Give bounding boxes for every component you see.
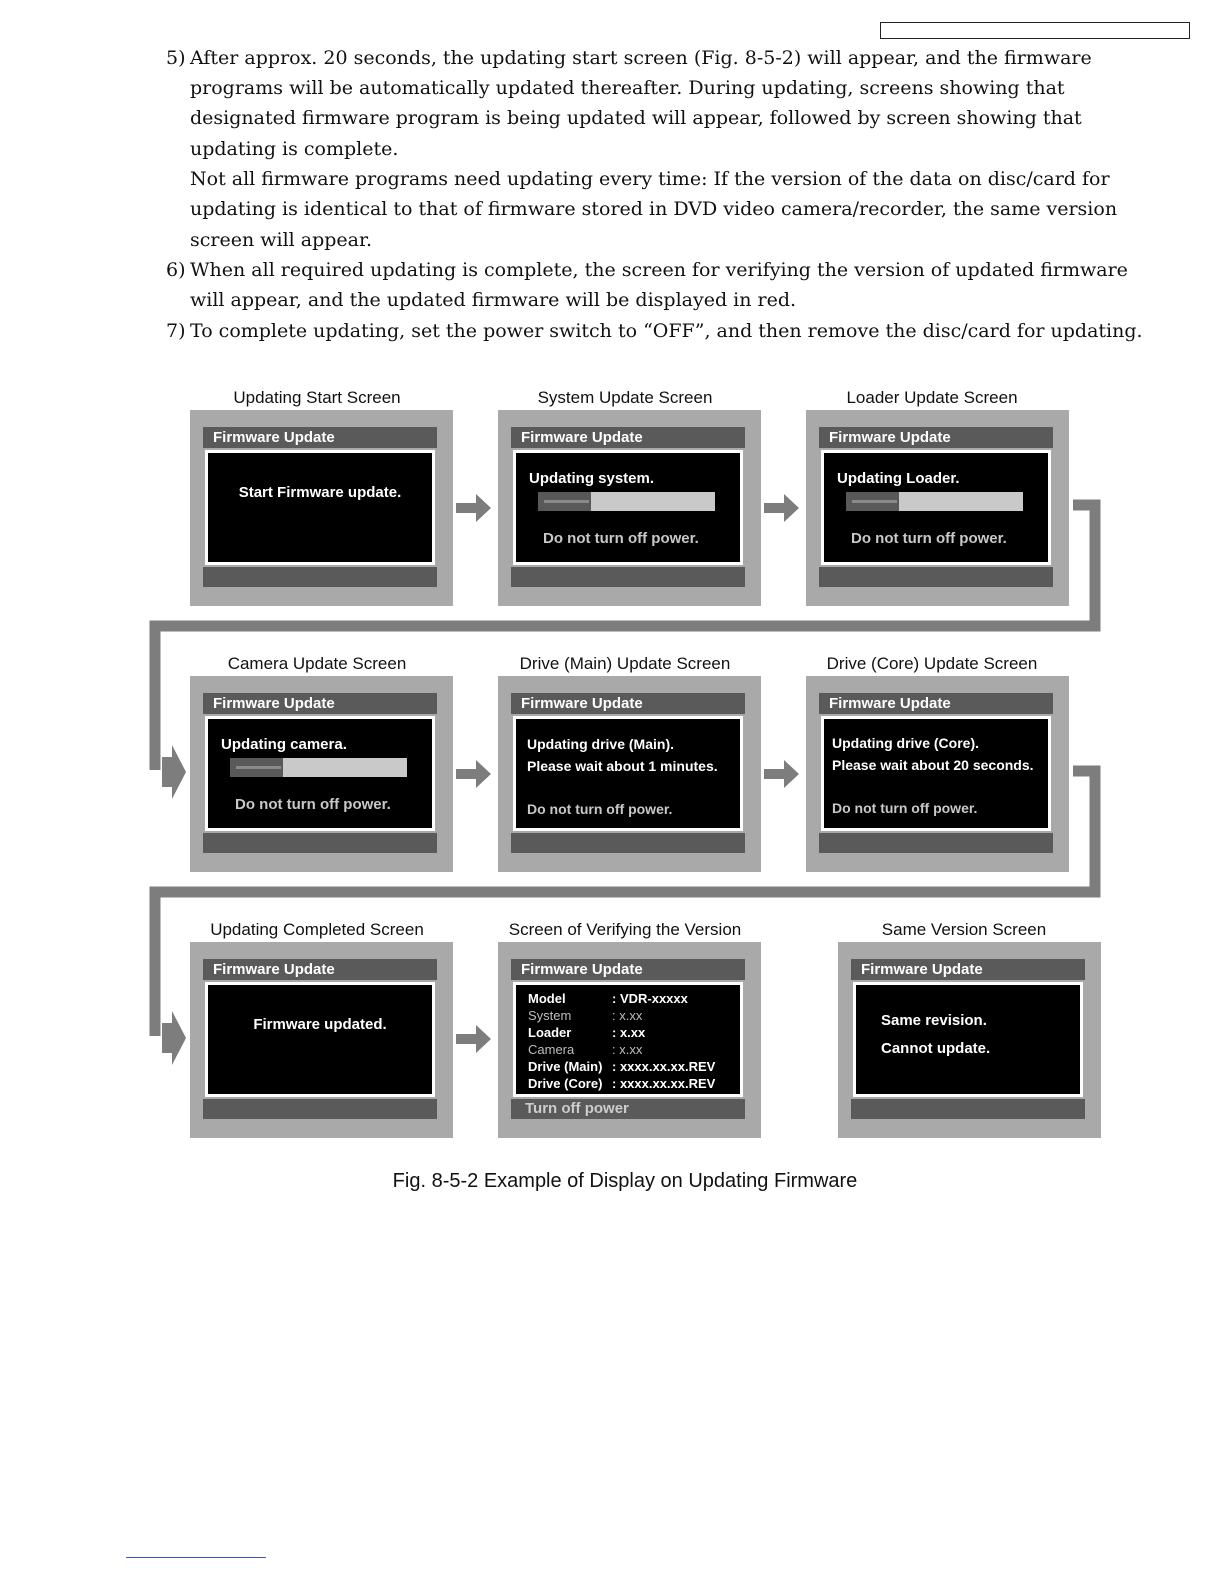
step-number: 5) [166,47,186,69]
screen-bottombar [819,567,1053,587]
step-number: 7) [166,320,186,342]
version-value: : VDR-xxxxx [612,991,688,1006]
screen-titlebar: Firmware Update [851,959,1085,980]
screen-label: Loader Update Screen [846,388,1018,407]
step5-line: After approx. 20 seconds, the updating start screen (Fig. 8-5-2) will appear, and the firmware [190,47,1092,69]
version-key: Drive (Core) [528,1076,603,1091]
progress-bar [846,492,1023,511]
version-row-model [528,990,715,1007]
verify-screen-frame [498,942,761,1138]
completed-screen-display [205,982,435,1097]
loader-screen-frame [806,410,1069,606]
same-version-screen-display [853,982,1083,1097]
warning-text: Do not turn off power. [235,796,391,813]
turn-off-power-bar: Turn off power [511,1099,745,1119]
screen-titlebar: Firmware Update [203,693,437,714]
screen-message: Updating camera. [221,736,347,753]
screen-label: Screen of Verifying the Version [508,920,742,939]
progress-bar [538,492,715,511]
wait-text: Please wait about 20 seconds. [832,757,1034,773]
screen-message: Start Firmware update. [238,484,402,501]
version-value: : xxxx.xx.xx.REV [612,1059,716,1074]
completed-screen-frame [190,942,453,1138]
arrow-icon [764,494,800,522]
screen-titlebar: Firmware Update [511,693,745,714]
screen-message: Updating drive (Core). [832,735,980,751]
drive-main-screen-display [513,716,743,831]
version-key: System [528,1008,572,1023]
arrow-icon [456,494,492,522]
arrow-icon [162,1011,186,1065]
warning-text: Do not turn off power. [527,801,673,817]
screen-message: Cannot update. [881,1040,991,1057]
screen-bottombar [511,833,745,853]
step5-line: designated firmware program is being updated will appear, followed by screen showing that [190,107,1082,129]
screen-label: Drive (Main) Update Screen [519,654,731,673]
screen-message: Updating system. [529,470,655,487]
screen-label: Camera Update Screen [227,654,407,673]
screen-bottombar [511,567,745,587]
screen-message: Same revision. [881,1012,987,1029]
screen-titlebar: Firmware Update [203,959,437,980]
version-value: : x.xx [612,1042,643,1057]
drive-core-screen-frame [806,676,1069,872]
step5-line: screen will appear. [190,229,373,251]
warning-text: Do not turn off power. [851,530,1007,547]
step5-line: updating is identical to that of firmware stored in DVD video camera/recorder, the same version [190,198,1118,220]
screen-label: Updating Start Screen [233,388,401,407]
version-value: : xxxx.xx.xx.REV [612,1076,716,1091]
version-table [528,990,715,1092]
wait-text: Please wait about 1 minutes. [527,758,718,774]
step5-line: updating is complete. [190,138,399,160]
step5-line: Not all firmware programs need updating every time: If the version of the data on disc/card for [190,168,1110,190]
screen-label: Updating Completed Screen [210,920,424,939]
step6-line: When all required updating is complete, the screen for verifying the version of updated firmware [190,259,1128,281]
start-screen-frame [190,410,453,606]
version-row-camera [528,1041,715,1058]
screen-bottombar [203,567,437,587]
figure-caption: Fig. 8-5-2 Example of Display on Updating Firmware [392,1170,858,1192]
footer-link-line [126,1557,266,1558]
progress-fill [538,492,591,511]
step-number: 6) [166,259,186,281]
version-key: Camera [528,1042,575,1057]
screen-bottombar [203,833,437,853]
camera-screen-display [205,716,435,831]
warning-text: Do not turn off power. [832,800,978,816]
arrow-icon [456,760,492,788]
warning-text: Do not turn off power. [543,530,699,547]
screen-titlebar: Firmware Update [819,693,1053,714]
screen-label: System Update Screen [537,388,713,407]
version-key: Drive (Main) [528,1059,603,1074]
screen-message: Updating Loader. [837,470,960,487]
same-version-screen-frame [838,942,1101,1138]
screen-label: Drive (Core) Update Screen [826,654,1038,673]
screen-bottombar [819,833,1053,853]
screen-titlebar: Firmware Update [511,959,745,980]
start-screen-display [205,450,435,565]
version-row-drive-core [528,1075,715,1092]
drive-main-screen-frame [498,676,761,872]
system-screen-frame [498,410,761,606]
system-screen-display [513,450,743,565]
screen-bottombar [203,1099,437,1119]
screen-message: Firmware updated. [253,1016,387,1033]
version-value: : x.xx [612,1008,643,1023]
version-key: Model [528,991,566,1006]
version-row-loader [528,1024,715,1041]
step5-line: programs will be automatically updated thereafter. During updating, screens showing that [190,77,1065,99]
screen-titlebar: Firmware Update [819,427,1053,448]
screen-message: Updating drive (Main). [527,736,674,752]
drive-core-screen-display [821,716,1051,831]
step7-line: To complete updating, set the power switch to “OFF”, and then remove the disc/card for updating. [190,320,1143,342]
verify-screen-display [513,982,743,1097]
version-row-system [528,1007,715,1024]
version-value: : x.xx [612,1025,646,1040]
arrow-icon [456,1025,492,1053]
version-row-drive-main [528,1058,715,1075]
camera-screen-frame [190,676,453,872]
progress-fill [846,492,899,511]
arrow-icon [764,760,800,788]
progress-bar [230,758,407,777]
screen-titlebar: Firmware Update [511,427,745,448]
screen-bottombar [851,1099,1085,1119]
step6-line: will appear, and the updated firmware will be displayed in red. [190,289,797,311]
screen-label: Same Version Screen [881,920,1047,939]
arrow-icon [162,745,186,799]
progress-fill [230,758,283,777]
loader-screen-display [821,450,1051,565]
version-key: Loader [528,1025,572,1040]
screen-titlebar: Firmware Update [203,427,437,448]
